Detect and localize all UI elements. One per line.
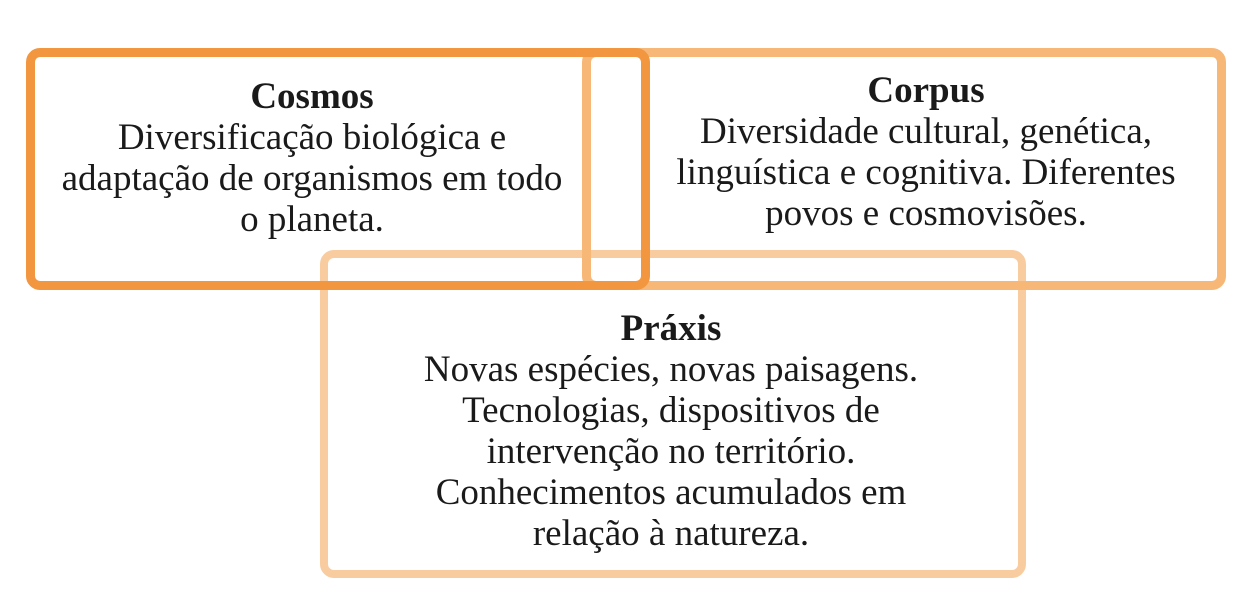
corpus-title: Corpus — [867, 70, 985, 111]
cosmos-description: Diversificação biológica e adaptação de organismos em todo o planeta. — [61, 117, 563, 240]
praxis-description: Novas espécies, novas paisagens. Tecnologias, dispositivos de intervenção no território. Conhecimentos acumulados em relação à natureza. — [423, 349, 919, 554]
corpus-text — [656, 70, 1196, 234]
corpus-description: Diversidade cultural, genética, linguística e cognitiva. Diferentes povos e cosmovisões. — [676, 111, 1176, 234]
praxis-title: Práxis — [620, 308, 722, 349]
cosmos-title: Cosmos — [250, 76, 374, 117]
praxis-text — [360, 308, 982, 554]
cosmos-text — [40, 76, 584, 240]
